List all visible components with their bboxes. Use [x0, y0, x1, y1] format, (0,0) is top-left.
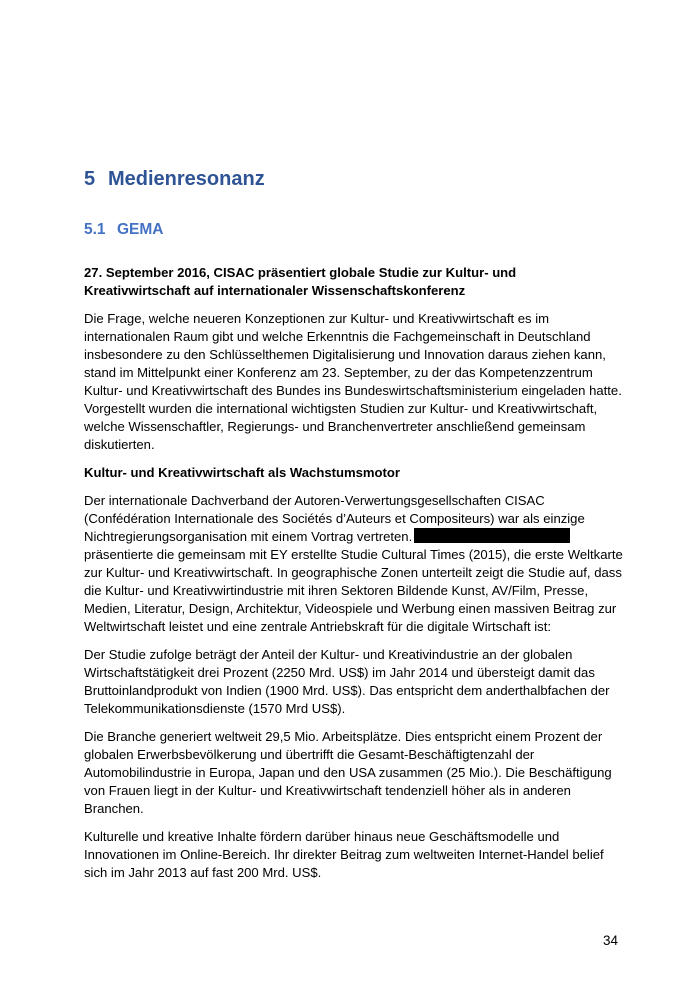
- subheading: Kultur- und Kreativwirtschaft als Wachstumsmotor: [84, 465, 400, 480]
- redaction-block: [414, 528, 570, 543]
- chapter-title: Medienresonanz: [108, 168, 265, 190]
- paragraph-3: Der Studie zufolge beträgt der Anteil der Kultur- und Kreativindustrie an der globalen Wirtschaftstätigkeit drei Prozent (2250 Mrd. US$) im Jahr 2014 und übersteigt damit das Bruttoinlandprodukt von Indien (1900 Mrd. US$). Das entspricht dem anderthalbfachen der Telekommunikationsdienste (1570 Mrd US$).: [84, 647, 610, 716]
- paragraph-4: Die Branche generiert weltweit 29,5 Mio. Arbeitsplätze. Dies entspricht einem Prozent der globalen Erwerbsbevölkerung und übertrifft die Gesamt-Beschäftigtenzahl der Automobilindustrie in Europa, Japan und den USA zusammen (25 Mio.). Die Beschäftigung von Frauen liegt in der Kultur- und Kreativwirtschaft tendenziell höher als in anderen Branchen.: [84, 729, 612, 816]
- paragraph-5: Kulturelle und kreative Inhalte fördern darüber hinaus neue Geschäftsmodelle und Innovationen im Online-Bereich. Ihr direkter Beitrag zum weltweiten Internet-Handel belief sich im Jahr 2013 auf fast 200 Mrd. US$.: [84, 829, 604, 880]
- article-headline: 27. September 2016, CISAC präsentiert globale Studie zur Kultur- und Kreativwirtschaft auf internationaler Wissenschaftskonferenz: [84, 265, 517, 298]
- article-body: [84, 264, 624, 892]
- paragraph-2: Der internationale Dachverband der Autoren-Verwertungsgesellschaften CISAC (Confédération Internationale des Sociétés d’Auteurs et Compositeurs) war als einzige Nichtregierungsorganisation mit einem Vortrag vertreten. präsentierte die gemeinsam mit EY erstellte Studie Cultural Times (2015), die erste Weltkarte zur Kultur- und Kreativwirtschaft. In geographische Zonen unterteilt zeigt die Studie auf, dass die Kultur- und Kreativwirtindustrie mit ihren Sektoren Bildende Kunst, AV/Film, Presse, Medien, Literatur, Design, Architektur, Videospiele und Werbung einen massiven Beitrag zur Weltwirtschaft leistet und eine zentrale Antriebskraft für die digitale Wirtschaft ist:: [84, 493, 623, 634]
- chapter-heading: [84, 168, 265, 191]
- chapter-number: 5: [84, 168, 96, 190]
- document-page: [84, 0, 624, 990]
- page-number: 34: [603, 933, 619, 948]
- section-title: GEMA: [117, 221, 164, 238]
- section-heading: [84, 221, 164, 239]
- section-number: 5.1: [84, 221, 106, 238]
- paragraph-1: Die Frage, welche neueren Konzeptionen zur Kultur- und Kreativwirtschaft es im internationalen Raum gibt und welche Erkenntnis die Fachgemeinschaft in Deutschland insbesondere zu den Schlüsselthemen Digitalisierung und Innovation daraus ziehen kann, stand im Mittelpunkt einer Konferenz am 23. September, zu der das Kompetenzzentrum Kultur- und Kreativwirtschaft des Bundes ins Bundeswirtschaftsministerium eingeladen hatte. Vorgestellt wurden die international wichtigsten Studien zur Kultur- und Kreativwirtschaft, welche Wissenschaftler, Regierungs- und Branchenvertreter anschließend gemeinsam diskutierten.: [84, 311, 622, 452]
